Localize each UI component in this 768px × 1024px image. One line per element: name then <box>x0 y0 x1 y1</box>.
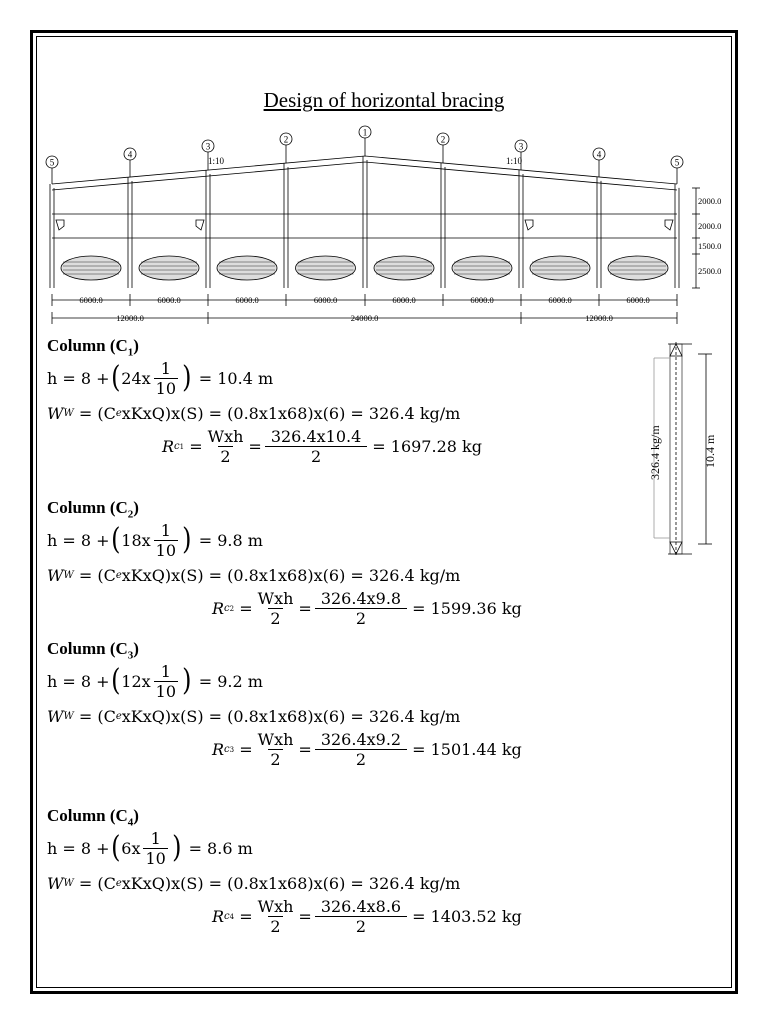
reaction-equation: R c3 = $\frac{\text{Wxh}}{2}$ = $\frac{326.4x9.2}{2}$ = 1501.44 kg <box>212 729 522 769</box>
height-equation: h = 8 + ( 18x $\frac{1}{10}$ ) = 9.8 m <box>47 520 263 560</box>
wind-load-equation: W W = (C e xKxQ)x(S) = (0.8x1x68)x(6) = 326.4 kg/m <box>47 874 461 893</box>
column-load-diagram <box>642 338 722 560</box>
height-dimension: 1500.0 <box>698 241 722 251</box>
bay-dimension: 6000.0 <box>157 295 181 305</box>
axis-label: 2 <box>283 134 289 145</box>
bay-dimension: 6000.0 <box>392 295 416 305</box>
axis-label: 3 <box>518 141 524 152</box>
bay-dimension: 6000.0 <box>626 295 650 305</box>
load-value-label: 326.4 kg/m <box>648 425 662 480</box>
height-value-label: 10.4 m <box>703 434 717 468</box>
height-dimension: 2500.0 <box>698 266 722 276</box>
column-heading: Column $(C_1)$ <box>47 336 139 359</box>
axis-label: 4 <box>127 149 133 160</box>
height-dimension: 2000.0 <box>698 196 722 206</box>
axis-label: 1 <box>362 127 368 138</box>
height-equation: h = 8 + ( 24x $\frac{1}{10}$ ) = 10.4 m <box>47 358 274 398</box>
slope-label-right: 1:10 <box>505 156 523 166</box>
axis-label: 2 <box>440 134 446 145</box>
span-dimension: 12000.0 <box>585 313 613 323</box>
bay-dimension: 6000.0 <box>470 295 494 305</box>
axis-label: 3 <box>205 141 211 152</box>
column-heading: Column $(C_2)$ <box>47 498 139 521</box>
height-equation: h = 8 + ( 12x $\frac{1}{10}$ ) = 9.2 m <box>47 661 263 701</box>
height-equation: h = 8 + ( 6x $\frac{1}{10}$ ) = 8.6 m <box>47 828 253 868</box>
frame-elevation-drawing <box>44 122 724 327</box>
column-heading: Column $(C_4)$ <box>47 806 139 829</box>
height-dimension: 2000.0 <box>698 221 722 231</box>
axis-label: 5 <box>49 157 55 168</box>
bay-dimension: 6000.0 <box>313 295 338 305</box>
page-title: Design of horizontal bracing <box>263 88 505 112</box>
wind-load-equation: W W = (C e xKxQ)x(S) = (0.8x1x68)x(6) = 326.4 kg/m <box>47 404 461 423</box>
bay-dimension: 6000.0 <box>548 295 572 305</box>
bay-dimension: 6000.0 <box>235 295 259 305</box>
reaction-equation: R c2 = $\frac{\text{Wxh}}{2}$ = $\frac{326.4x9.8}{2}$ = 1599.36 kg <box>212 588 522 628</box>
wind-load-equation: W W = (C e xKxQ)x(S) = (0.8x1x68)x(6) = 326.4 kg/m <box>47 707 461 726</box>
slope-label-left: 1:10 <box>207 156 225 166</box>
reaction-equation: R c4 = $\frac{\text{Wxh}}{2}$ = $\frac{326.4x8.6}{2}$ = 1403.52 kg <box>212 896 522 936</box>
span-dimension: 24000.0 <box>350 313 379 323</box>
span-dimension: 12000.0 <box>116 313 144 323</box>
axis-label: 4 <box>596 149 602 160</box>
wind-load-equation: W W = (C e xKxQ)x(S) = (0.8x1x68)x(6) = 326.4 kg/m <box>47 566 461 585</box>
bay-dimension: 6000.0 <box>79 295 103 305</box>
reaction-equation: R c1 = $\frac{\text{Wxh}}{2}$ = $\frac{326.4x10.4}{2}$ = 1697.28 kg <box>162 426 482 466</box>
axis-label: 5 <box>674 157 680 168</box>
column-heading: Column $(C_3)$ <box>47 639 139 662</box>
